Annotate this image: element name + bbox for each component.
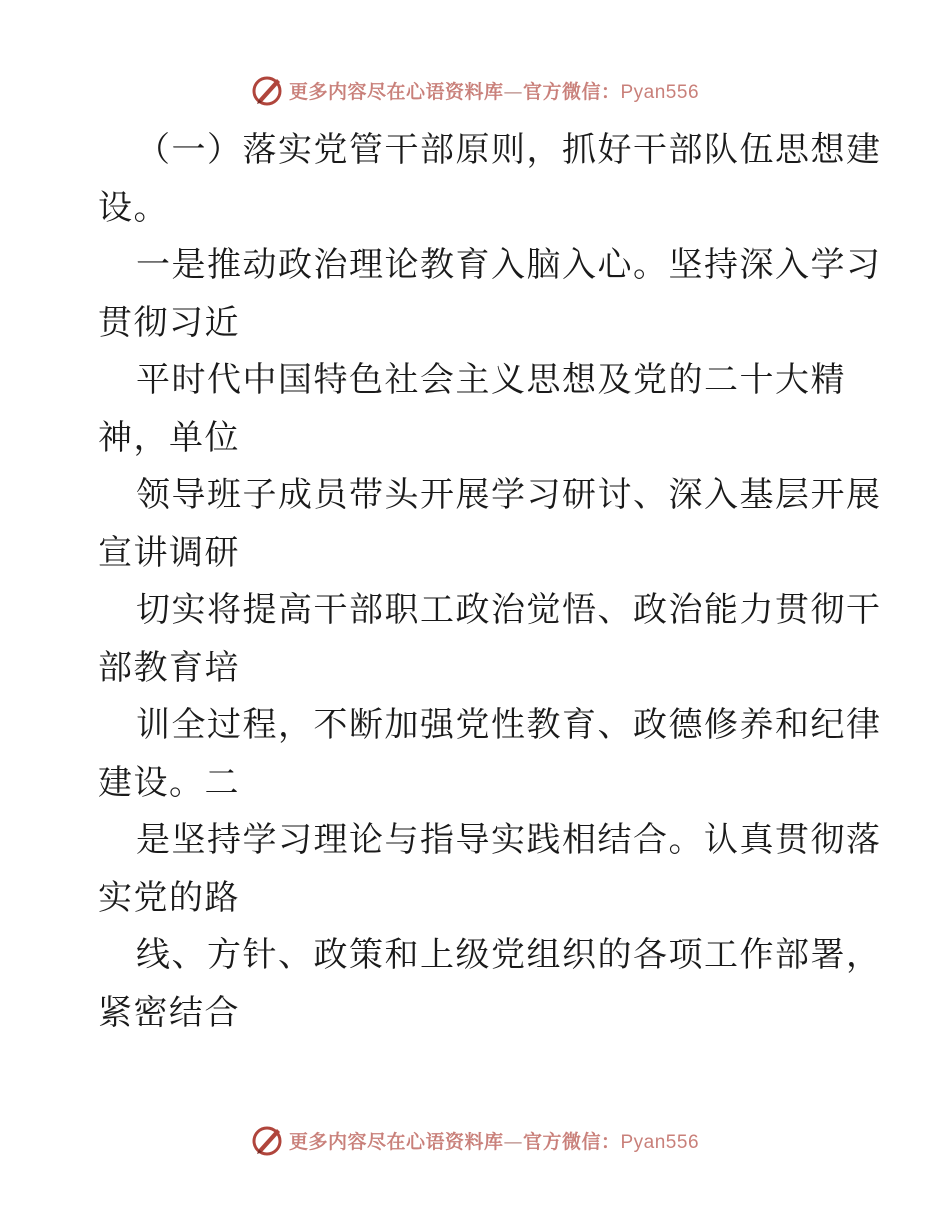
body-text-line: 神，单位	[98, 417, 240, 458]
body-text-line: 切实将提高干部职工政治觉悟、政治能力贯彻干	[136, 590, 882, 630]
body-text-line: 领导班子成员带头开展学习研讨、深入基层开展	[136, 475, 882, 515]
body-text-line: 设。	[98, 187, 169, 228]
watermark-wechat-label: 官方微信：	[522, 80, 621, 103]
watermark-wechat-label: 官方微信：	[522, 1130, 621, 1153]
watermark-separator: —	[503, 80, 523, 103]
watermark-wechat-id: Pyan556	[620, 81, 700, 103]
body-text-line: 一是推动政治理论教育入脑入心。坚持深入学习	[136, 245, 882, 285]
watermark-wechat-id: Pyan556	[620, 1131, 700, 1153]
document-body	[98, 122, 882, 1042]
body-text-line: 实党的路	[98, 877, 240, 918]
body-text-line: （一）落实党管干部原则，抓好干部队伍思想建	[136, 130, 882, 170]
body-text-line: 训全过程，不断加强党性教育、政德修养和纪律	[136, 705, 882, 745]
body-text-line: 贯彻习近	[98, 302, 240, 343]
body-text-line: 建设。二	[98, 762, 240, 803]
body-text-line: 平时代中国特色社会主义思想及党的二十大精	[136, 360, 846, 400]
watermark-brand: 更多内容尽在心语资料库	[288, 80, 504, 103]
body-text-line: 部教育培	[98, 647, 240, 688]
body-text-line: 紧密结合	[98, 992, 240, 1033]
watermark-text	[289, 1127, 699, 1154]
watermark-separator: —	[503, 1130, 523, 1153]
footer-watermark	[0, 1120, 950, 1160]
watermark-text	[289, 77, 699, 104]
body-text-line: 是坚持学习理论与指导实践相结合。认真贯彻落	[136, 820, 882, 860]
pen-logo-icon	[251, 1123, 285, 1157]
body-text-line: 线、方针、政策和上级党组织的各项工作部署，	[136, 935, 882, 975]
header-watermark	[0, 70, 950, 110]
watermark-brand: 更多内容尽在心语资料库	[288, 1130, 504, 1153]
body-text-line: 宣讲调研	[98, 532, 240, 573]
pen-logo-icon	[251, 73, 285, 107]
